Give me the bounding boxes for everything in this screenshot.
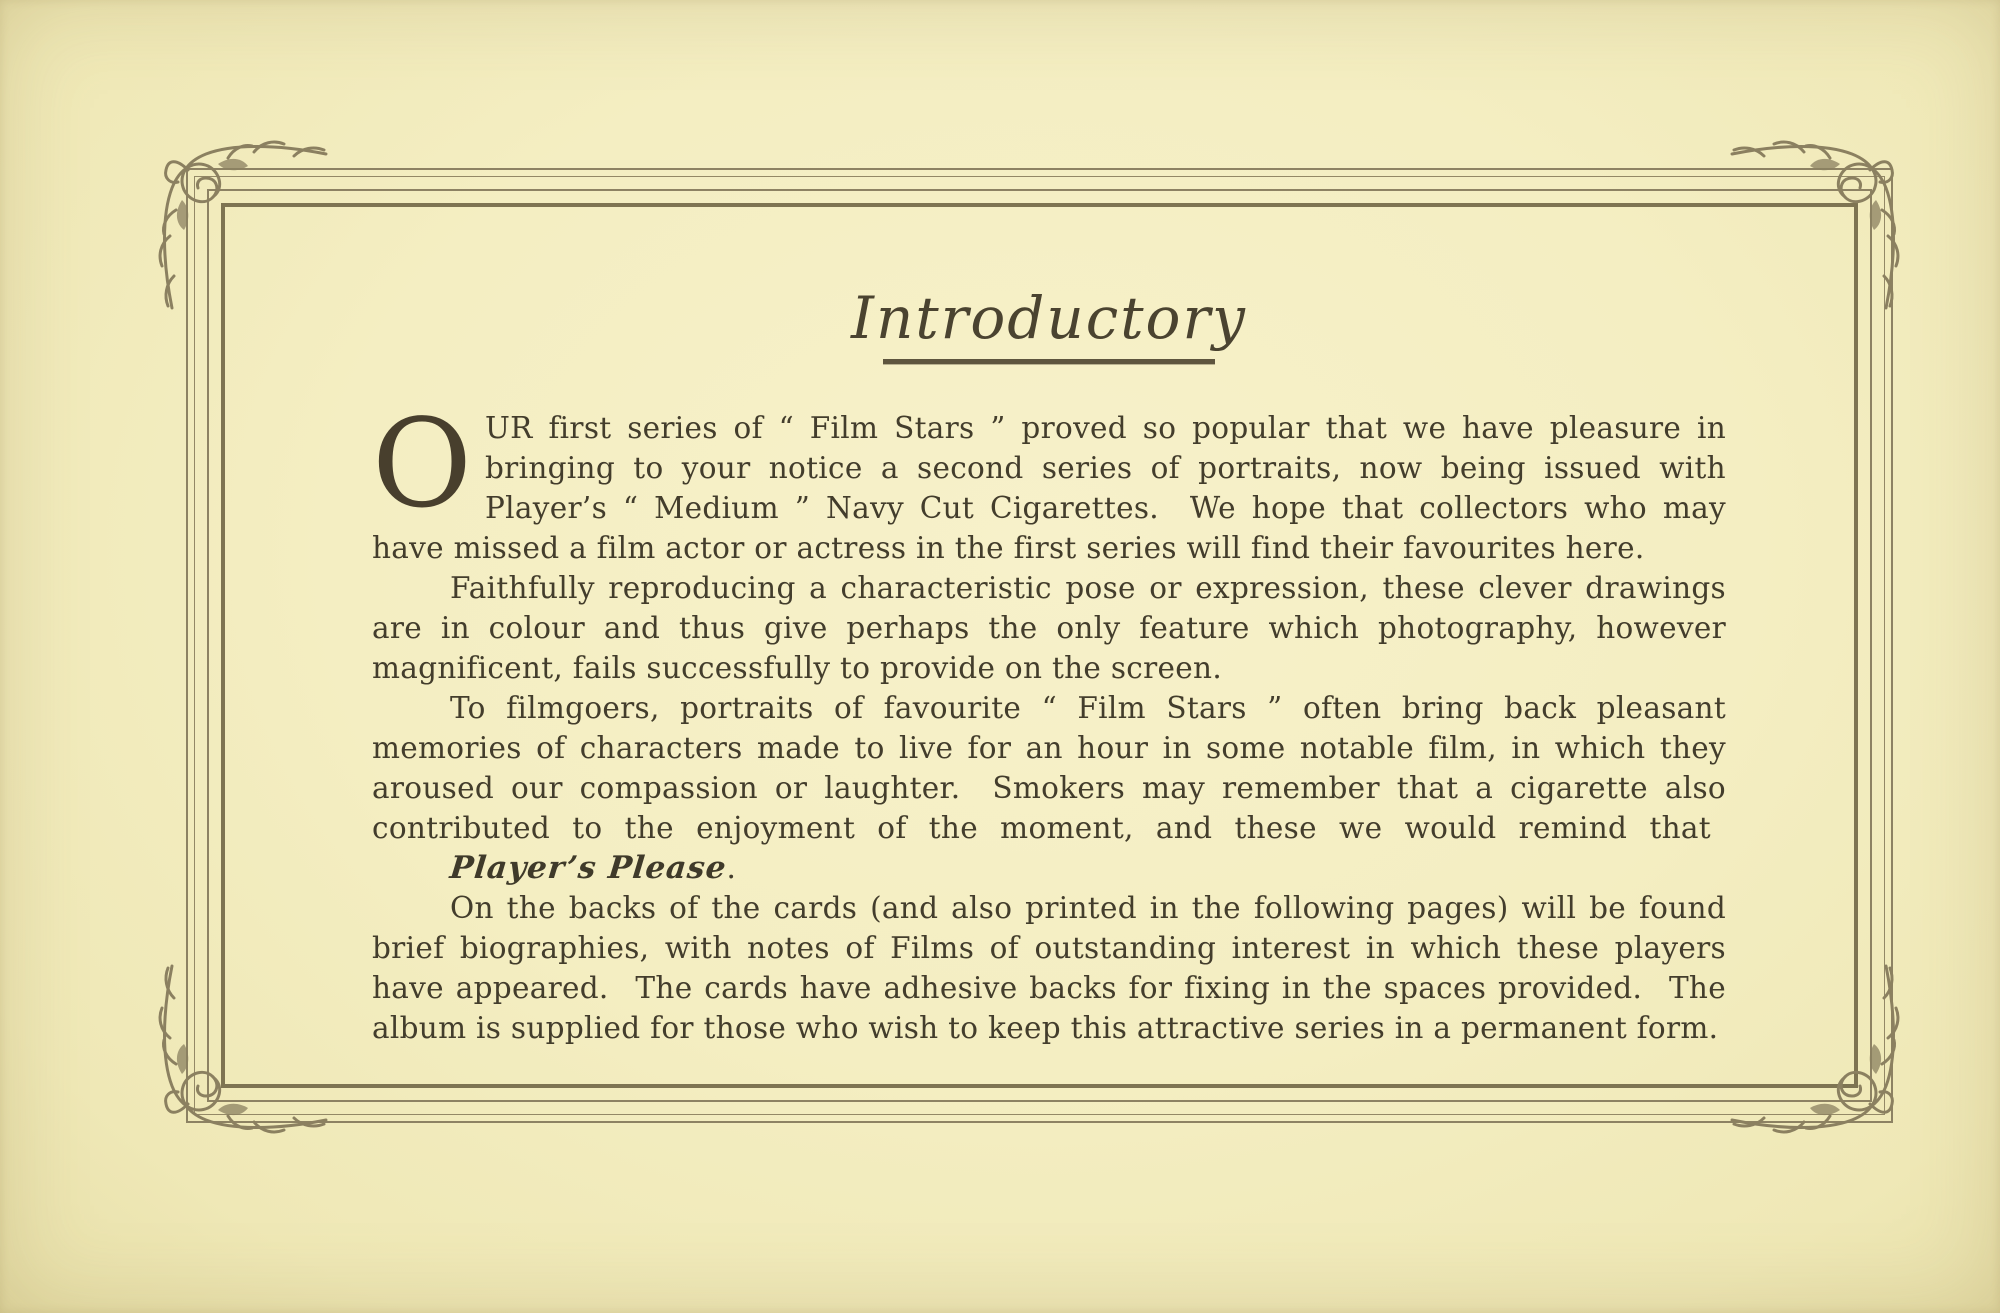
introductory-text — [372, 393, 1726, 1048]
intro-paragraph-1 — [372, 393, 1726, 568]
paragraph-text: On the backs of the cards (and also printed in the following pages) will be found brief biographies, with notes of Films of outstanding interest in which these players have appeared. The cards have adhesive backs for fixing in the spaces provided. The album is supplied for those who wish to keep this attractive series in a permanent form. — [372, 891, 1726, 1045]
intro-paragraph-2 — [372, 568, 1726, 688]
corner-flourish-icon — [158, 140, 330, 312]
paragraph-text: UR first series of “ Film Stars ” proved so popular that we have pleasure in bringing to your notice a second series of portraits, now being issued with Player’s “ Medium ” Navy Cut Cigarettes. We hope that collectors who may have missed a film actor or actress in the first series will find their favourites here. — [372, 411, 1726, 565]
intro-paragraph-4 — [372, 888, 1726, 1048]
corner-flourish-icon — [1728, 140, 1900, 312]
paragraph-text: Faithfully reproducing a characteristic pose or expression, these clever drawings are in colour and thus give perhaps the only feature which photography, however magnificent, fails successfully to provide on the screen. — [372, 571, 1726, 685]
drop-cap: O — [372, 393, 473, 535]
intro-paragraph-3 — [372, 688, 1726, 888]
page-content — [372, 286, 1726, 1048]
paragraph-text: To filmgoers, portraits of favourite “ Film Stars ” often bring back pleasant memories of characters made to live for an hour in some notable film, in which they aroused our compassion or laughter. Smokers may remember that a cigarette also contributed to the enjoyment of the moment, and these we would remind that — [372, 691, 1726, 845]
page-title: Introductory — [851, 284, 1247, 352]
paragraph-text: . — [726, 851, 737, 885]
title-underline-rule — [883, 359, 1215, 364]
corner-flourish-icon — [158, 962, 330, 1134]
players-please-script: Player’s Please — [448, 850, 729, 886]
corner-flourish-icon — [1728, 962, 1900, 1134]
